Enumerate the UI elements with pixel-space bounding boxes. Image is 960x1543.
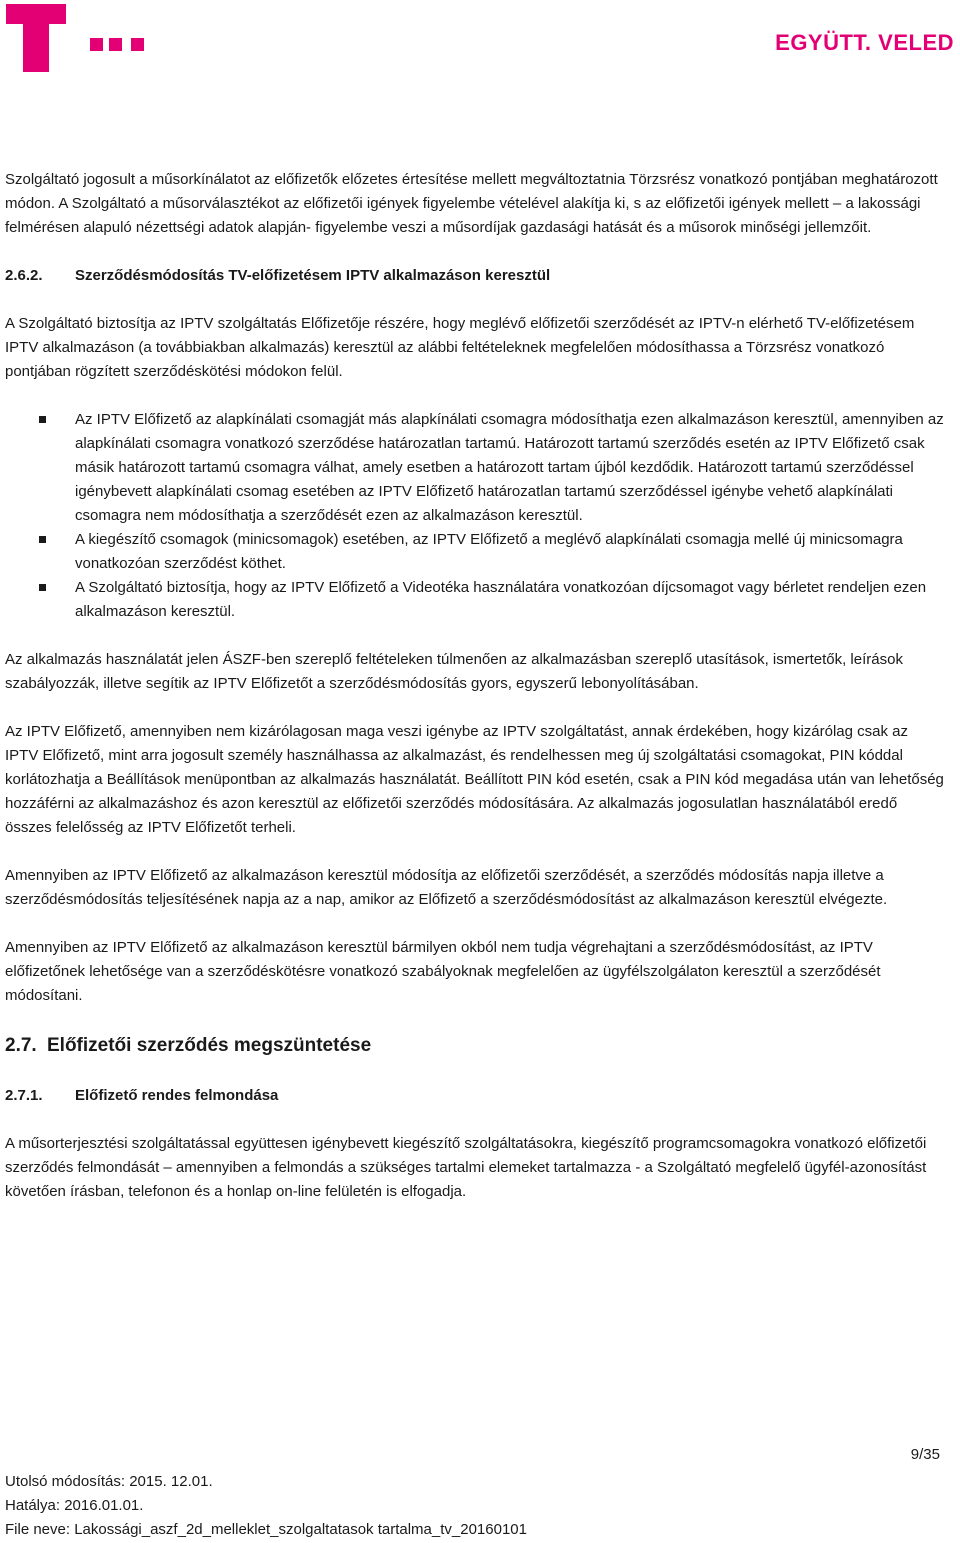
bullet-square-icon — [39, 536, 46, 543]
list-item — [5, 528, 945, 576]
telekom-logo — [6, 4, 146, 74]
document-body — [5, 168, 945, 1204]
logo-t-stem — [23, 4, 49, 72]
list-item-text: A Szolgáltató biztosítja, hogy az IPTV Előfizető a Videotéka használatára vonatkozóan díjcsomagot vagy bérletet rendeljen ezen alkalmazáson keresztül. — [75, 579, 927, 620]
section-heading-2-7-1 — [5, 1084, 945, 1108]
section-title: Előfizetői szerződés megszüntetése — [47, 1035, 372, 1056]
list-item-text: Az IPTV Előfizető az alapkínálati csomagját más alapkínálati csomagra módosíthatja ezen alkalmazáson keresztül, amennyiben az alapkínálati csomagra vonatkozó szerződése határozatlan tartamú. Határozott tartamú szerződés esetén az IPTV Előfizető csak másik határozott tartamú csomagra válhat, amely esetben a határozott tartam újból kezdődik. Határozott tartamú szerződéssel igénybevett alapkínálati csomag esetében az IPTV Előfizető határozatlan tartamú szerződéssel igénybe vehető alapkínálati csomagra nem módosíthatja a szerződését ezen az alkalmazáson keresztül. — [75, 411, 944, 524]
section-number: 2.7.1. — [5, 1087, 43, 1104]
section-title: Előfizető rendes felmondása — [75, 1087, 279, 1104]
paragraph: A Szolgáltató biztosítja az IPTV szolgáltatás Előfizetője részére, hogy meglévő előfizetői szerződését az IPTV-n elérhető TV-előfizetésem IPTV alkalmazáson (a továbbiakban alkalmazás) keresztül az alábbi feltételeknek megfelelően módosíthassa a Törzsrész vonatkozó pontjában rögzített szerződéskötési módokon felül. — [5, 315, 915, 380]
paragraph: Amennyiben az IPTV Előfizető az alkalmazáson keresztül módosítja az előfizetői szerződését, a szerződés módosítás napja illetve a szerződésmódosítás teljesítésének napja az a nap, amikor az Előfizető a szerződésmódosítást az alkalmazáson keresztül elvégezte. — [5, 867, 888, 908]
list-item-text: A kiegészítő csomagok (minicsomagok) esetében, az IPTV Előfizető a meglévő alapkínálati csomagja mellé új minicsomagra vonatkozóan szerződést köthet. — [75, 531, 903, 572]
logo-dot — [90, 38, 103, 51]
footer-effective: Hatálya: 2016.01.01. — [5, 1497, 144, 1514]
paragraph: Az alkalmazás használatát jelen ÁSZF-ben szereplő feltételeken túlmenően az alkalmazásban szereplő utasítások, ismertetők, leírások szabályozzák, illetve segítik az IPTV Előfizetőt a szerződésmódosítás gyors, egyszerű lebonyolításában. — [5, 651, 903, 692]
paragraph: Szolgáltató jogosult a műsorkínálatot az előfizetők előzetes értesítése mellett megváltoztatnia Törzsrész vonatkozó pontjában meghatározott módon. A Szolgáltató a műsorválasztékot az előfizetői igények figyelembe vételével alakítja ki, s az előfizetői igények mellett – a lakossági felmérésen alapuló nézettségi adatok alapján- figyelembe veszi a műsordíjak gazdasági hatását és a műsorok minőségi jellemzőit. — [5, 171, 938, 236]
paragraph: A műsorterjesztési szolgáltatással együttesen igénybevett kiegészítő szolgáltatásokra, kiegészítő programcsomagokra vonatkozó előfizetői szerződés felmondását – amennyiben a felmondás a szükséges tartalmi elemeket tartalmazza - a Szolgáltató megfelelő ügyfél-azonosítást követően írásban, telefonon és a honlap on-line felületén is elfogadja. — [5, 1135, 927, 1200]
logo-dot — [109, 38, 122, 51]
footer-modified: Utolsó módosítás: 2015. 12.01. — [5, 1473, 213, 1490]
section-heading-2-6-2 — [5, 264, 945, 288]
section-number: 2.7. — [5, 1035, 37, 1056]
paragraph: Amennyiben az IPTV Előfizető az alkalmazáson keresztül bármilyen okból nem tudja végrehajtani a szerződésmódosítást, az IPTV előfizetőnek lehetősége van a szerződéskötésre vonatkozó szabályoknak megfelelően az ügyfélszolgálaton keresztül a szerződését módosítani. — [5, 939, 881, 1004]
bullet-list — [5, 408, 945, 624]
section-title: Szerződésmódosítás TV-előfizetésem IPTV alkalmazáson keresztül — [75, 267, 551, 284]
list-item — [5, 408, 945, 528]
list-item — [5, 576, 945, 624]
section-heading-2-7 — [5, 1032, 945, 1060]
page-number: 9/35 — [910, 1446, 940, 1463]
footer — [5, 1470, 527, 1542]
logo-dot — [131, 38, 144, 51]
section-number: 2.6.2. — [5, 267, 43, 284]
paragraph: Az IPTV Előfizető, amennyiben nem kizárólagosan maga veszi igénybe az IPTV szolgáltatást, annak érdekében, hogy kizárólag csak az IPTV Előfizető, mint arra jogosult személy használhassa az alkalmazást, és rendelhessen meg új szolgáltatási csomagokat, PIN kóddal korlátozhatja a Beállítások menüpontban az alkalmazás használatát. Beállított PIN kód esetén, csak a PIN kód megadása után van lehetőség hozzáférni az alkalmazáshoz és azon keresztül az előfizetői szerződés módosítására. Az alkalmazás jogosulatlan használatából eredő összes felelősség az IPTV Előfizetőt terheli. — [5, 723, 944, 836]
bullet-square-icon — [39, 416, 46, 423]
footer-filename: File neve: Lakossági_aszf_2d_melleklet_szolgaltatasok tartalma_tv_20160101 — [5, 1521, 527, 1538]
brand-slogan: EGYÜTT. VELED — [775, 30, 954, 55]
bullet-square-icon — [39, 584, 46, 591]
